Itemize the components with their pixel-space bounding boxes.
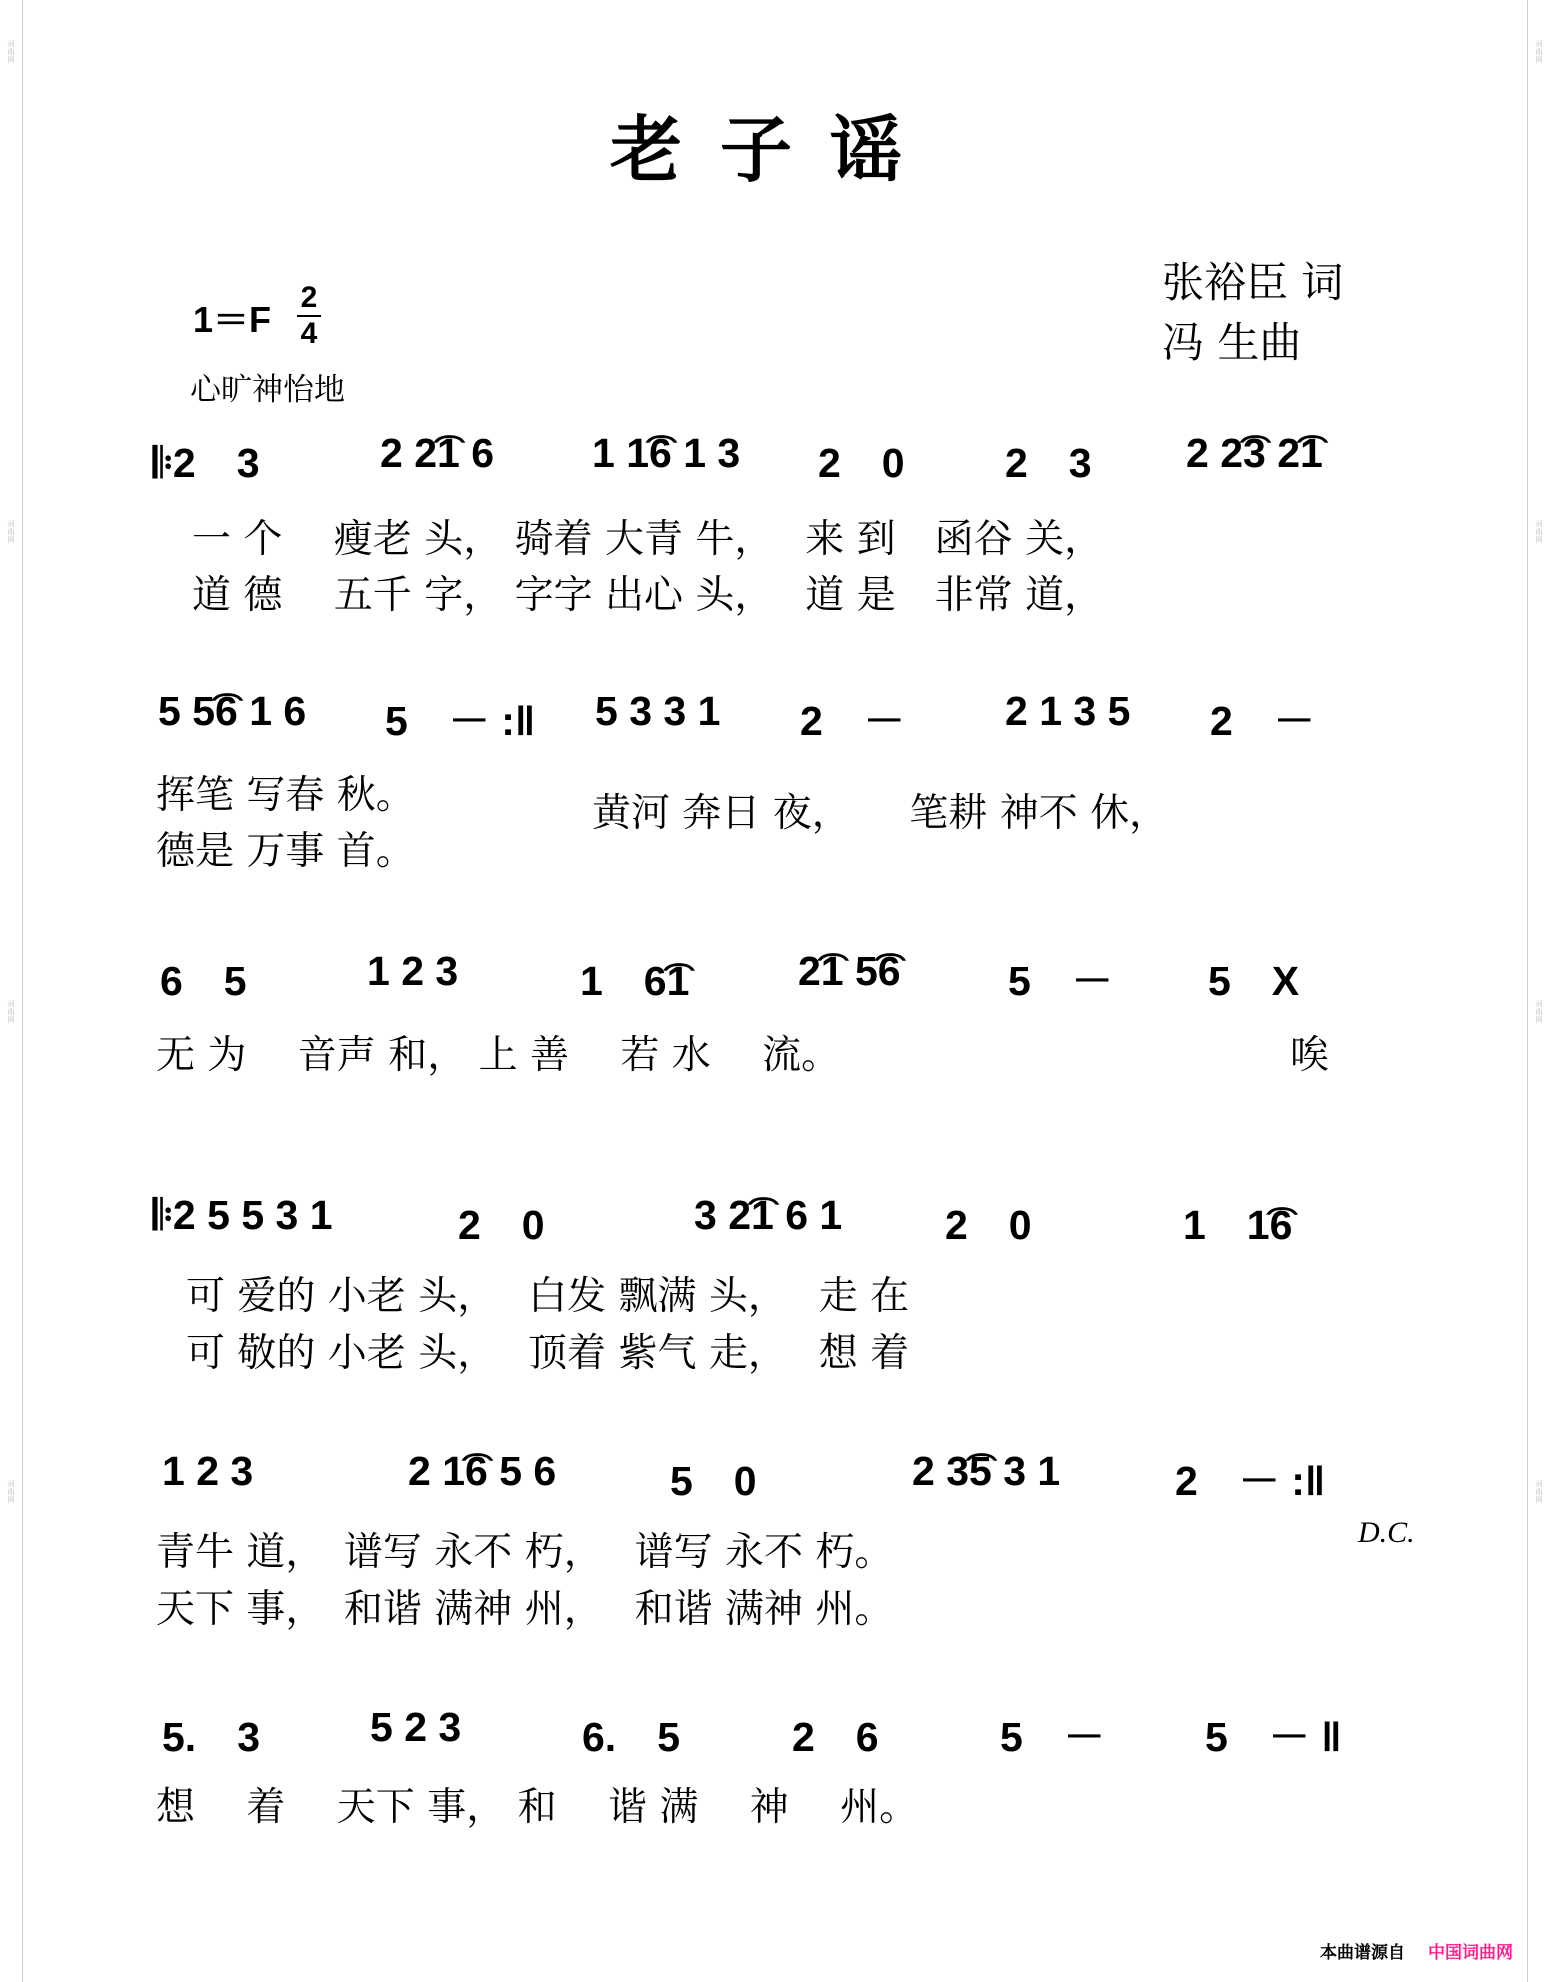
side-watermark: 词曲网 — [1535, 1000, 1543, 1024]
measure: 1 1͡6 1 3 — [592, 430, 741, 476]
measure: 2 0 — [945, 1202, 1032, 1248]
lyric-line: 天下 事， 和谐 满神 州， 和谐 满神 州。 — [156, 1587, 894, 1632]
measure: 2 2͡1 6 — [380, 430, 494, 476]
lyric-line: 青牛 道， 谱写 永不 朽， 谱写 永不 朽。 — [156, 1530, 894, 1575]
lyric-line: 德是 万事 首。 — [156, 829, 415, 874]
lyric-line: 一 个 瘦老 头， 骑着 大青 牛， 来 到 函谷 关， — [192, 517, 1104, 562]
measure: 1 2 3 — [367, 948, 459, 994]
measure: 2 － — [800, 698, 905, 744]
lyric-line: 可 爱的 小老 头， 白发 飘满 头， 走 在 — [186, 1274, 910, 1319]
lyric-line: 想 着 天下 事， 和 谐 满 神 州。 — [156, 1785, 919, 1830]
side-watermark: 词曲网 — [1535, 40, 1543, 64]
lyric-line: 唉 — [1290, 1033, 1330, 1078]
measure: 5 － — [1000, 1714, 1105, 1760]
side-watermark: 词曲网 — [7, 1000, 15, 1024]
measure: 1 1͡6 — [1183, 1202, 1293, 1248]
lyric-line: 挥笔 写春 秋。 — [156, 773, 415, 818]
measure: 1 6͡1 — [580, 958, 690, 1004]
measure: 6 5 — [160, 958, 247, 1004]
da-capo-marking: D.C. — [1358, 1516, 1415, 1549]
footer-site-link[interactable]: 中国词曲网 — [1428, 1943, 1513, 1963]
measure: 5. 3 — [162, 1714, 260, 1760]
time-signature-bottom: 4 — [300, 317, 318, 350]
tempo-marking: 心旷神怡地 — [190, 372, 345, 408]
time-signature-top: 2 — [300, 281, 318, 314]
measure: 5 － :‖ — [385, 698, 536, 744]
measure: 5 X — [1208, 958, 1300, 1004]
lyric-line: 可 敬的 小老 头， 顶着 紫气 走， 想 着 — [186, 1331, 910, 1376]
measure: 2 3 — [1005, 440, 1092, 486]
measure: 5 0 — [670, 1458, 757, 1504]
measure: 5 2 3 — [370, 1704, 462, 1750]
right-margin-strip — [1527, 0, 1550, 1982]
measure: 2͡1 5͡6 — [798, 948, 901, 994]
measure: 1 2 3 — [162, 1448, 254, 1494]
lyric-line: 道 德 五千 字， 字字 出心 头， 道 是 非常 道， — [192, 573, 1104, 618]
measure: 2 3͡5 3 1 — [912, 1448, 1061, 1494]
measure: 2 0 — [818, 440, 905, 486]
side-watermark: 词曲网 — [1535, 1480, 1543, 1504]
measure: 2 － — [1210, 698, 1315, 744]
composer-credit: 冯 生曲 — [1162, 318, 1302, 367]
measure: 5 － ‖ — [1205, 1714, 1342, 1760]
measure: 6. 5 — [582, 1714, 680, 1760]
measure: 2 － :‖ — [1175, 1458, 1326, 1504]
footer-source-text: 本曲谱源自 — [1320, 1943, 1405, 1963]
lyricist-credit: 张裕臣 词 — [1162, 258, 1344, 307]
measure: 2 1͡6 5 6 — [408, 1448, 557, 1494]
measure: 𝄆2 3 — [153, 440, 260, 486]
side-watermark: 词曲网 — [7, 40, 15, 64]
side-watermark: 词曲网 — [1535, 520, 1543, 544]
measure: 5 3 3 1 — [595, 688, 721, 734]
measure: 5 － — [1008, 958, 1113, 1004]
lyric-line: 黄河 奔日 夜， 笔耕 神不 休， — [592, 791, 1169, 836]
time-signature — [297, 282, 321, 350]
measure: 2 2͡3 2͡1 — [1186, 430, 1323, 476]
measure: 3 2͡1 6 1 — [694, 1192, 843, 1238]
measure: 2 0 — [458, 1202, 545, 1248]
left-margin-strip — [0, 0, 23, 1982]
key-signature: 1＝F — [193, 299, 272, 340]
measure: 2 6 — [792, 1714, 879, 1760]
measure: 5 5͡6 1 6 — [158, 688, 307, 734]
measure: 2 1 3 5 — [1005, 688, 1131, 734]
measure: 𝄆2 5 5 3 1 — [153, 1192, 333, 1238]
lyric-line: 无 为 音声 和， 上 善 若 水 流。 — [156, 1033, 841, 1078]
side-watermark: 词曲网 — [7, 1480, 15, 1504]
song-title: 老子谣 — [609, 107, 940, 192]
side-watermark: 词曲网 — [7, 520, 15, 544]
